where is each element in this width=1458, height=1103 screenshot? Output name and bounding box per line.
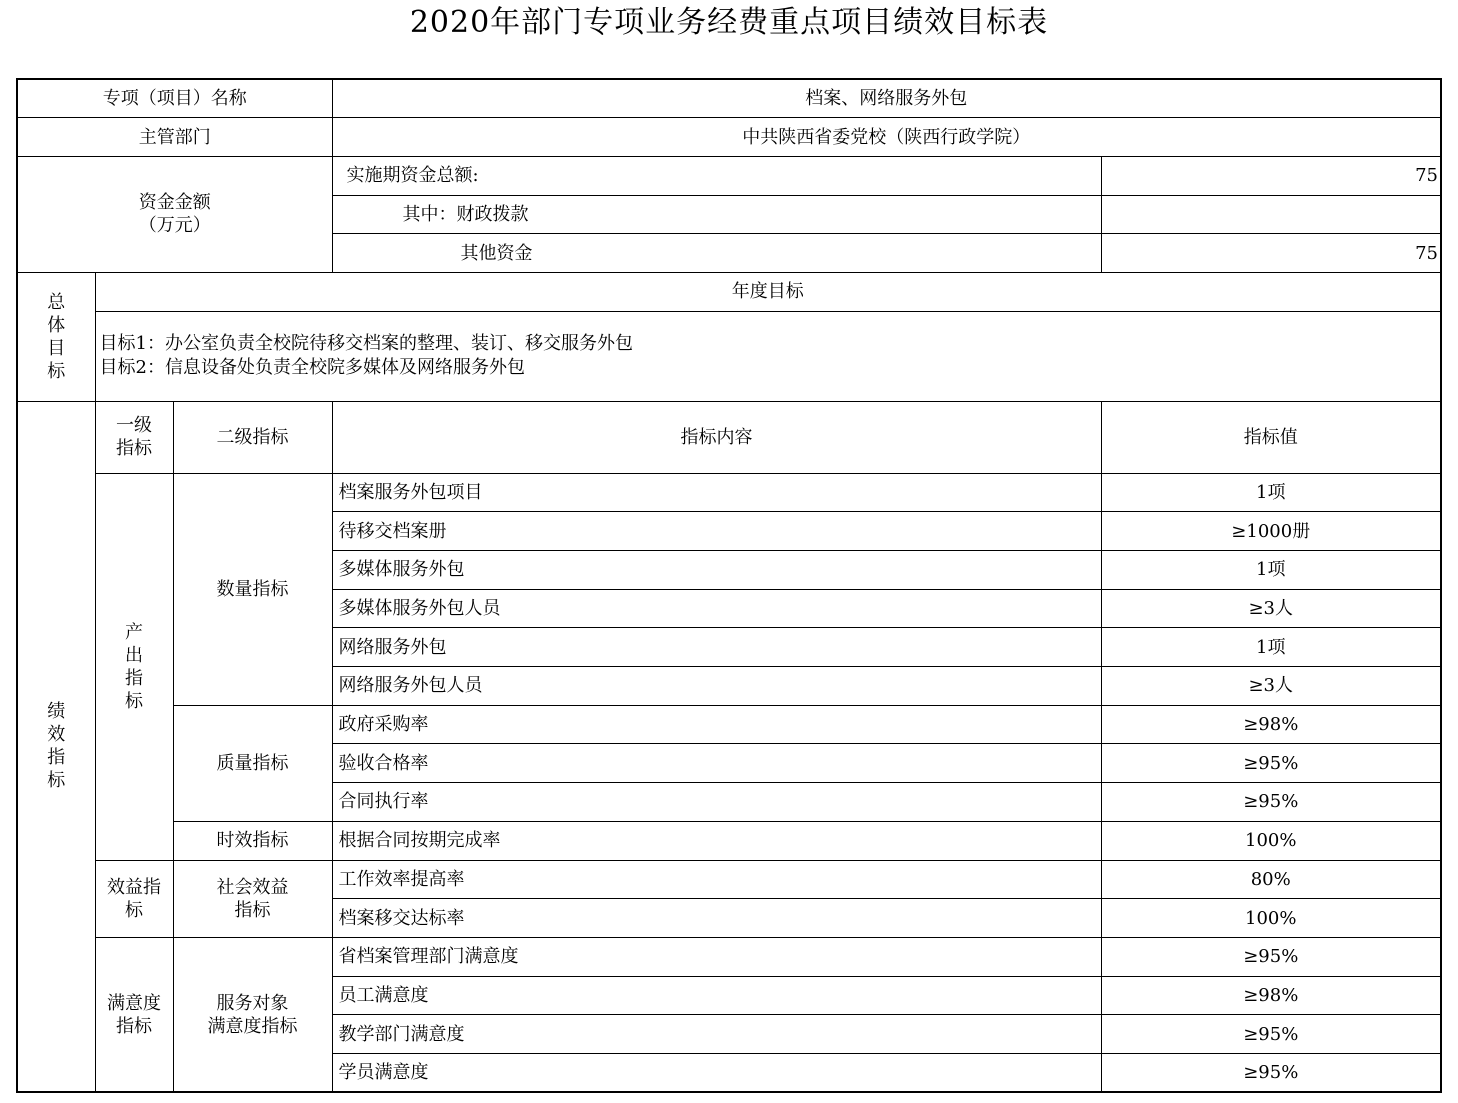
indicator-content: 省档案管理部门满意度	[332, 937, 1101, 976]
header-content: 指标内容	[332, 401, 1101, 473]
indicator-value: ≥95%	[1101, 937, 1441, 976]
performance-header-row	[17, 401, 1441, 473]
header-value: 指标值	[1101, 401, 1441, 473]
satisfaction-label	[95, 937, 173, 1092]
funds-label	[17, 156, 332, 272]
table-row	[17, 860, 1441, 899]
indicator-content: 网络服务外包	[332, 628, 1101, 667]
annual-goal-label: 年度目标	[95, 272, 1441, 311]
overall-goal-char: 体	[47, 314, 66, 336]
indicator-content: 待移交档案册	[332, 512, 1101, 551]
indicator-value: ≥3人	[1101, 667, 1441, 706]
indicator-value: 100%	[1101, 899, 1441, 938]
indicator-value: 1项	[1101, 628, 1441, 667]
indicator-content: 档案服务外包项目	[332, 473, 1101, 512]
indicator-content: 合同执行率	[332, 783, 1101, 822]
indicator-value: 1项	[1101, 551, 1441, 590]
benefit-label-line2: 标	[125, 899, 143, 921]
indicator-content: 验收合格率	[332, 744, 1101, 783]
performance-char: 效	[47, 724, 66, 746]
indicator-content: 根据合同按期完成率	[332, 821, 1101, 860]
output-char: 出	[125, 644, 143, 666]
table-row	[17, 473, 1441, 512]
goal-1: 目标1：办公室负责全校院待移交档案的整理、装订、移交服务外包	[99, 333, 633, 355]
department-label: 主管部门	[17, 118, 332, 157]
project-name-label: 专项（项目）名称	[17, 79, 332, 118]
page-title: 2020年部门专项业务经费重点项目绩效目标表	[409, 5, 1049, 40]
benefit-label-line1: 效益指	[107, 876, 161, 898]
indicator-content: 政府采购率	[332, 705, 1101, 744]
indicator-value: ≥95%	[1101, 1053, 1441, 1092]
funds-fiscal-value	[1101, 195, 1441, 234]
indicator-value: ≥3人	[1101, 589, 1441, 628]
social-benefit-label	[173, 860, 332, 937]
funds-other-label: 其他资金	[332, 234, 1101, 273]
quality-label: 质量指标	[173, 705, 332, 821]
benefit-label	[95, 860, 173, 937]
output-label	[95, 473, 173, 860]
timeliness-label: 时效指标	[173, 821, 332, 860]
performance-char: 指	[47, 747, 66, 769]
social-benefit-line2: 指标	[234, 899, 271, 921]
department-row	[17, 118, 1441, 157]
overall-goal-char: 标	[47, 360, 66, 382]
service-satisfaction-line2: 满意度指标	[207, 1015, 298, 1037]
indicator-value: ≥98%	[1101, 705, 1441, 744]
performance-char: 标	[47, 770, 66, 792]
annual-goal-content-row	[17, 311, 1441, 401]
project-name-row	[17, 79, 1441, 118]
social-benefit-line1: 社会效益	[216, 876, 289, 898]
indicator-value: 80%	[1101, 860, 1441, 899]
performance-label	[17, 401, 95, 1092]
indicator-value: ≥95%	[1101, 783, 1441, 822]
output-char: 产	[125, 621, 143, 643]
header-level1-line2: 指标	[116, 438, 152, 460]
overall-goal-label	[17, 272, 95, 401]
indicator-content: 多媒体服务外包人员	[332, 589, 1101, 628]
table-row	[17, 937, 1441, 976]
funds-fiscal-label: 其中：财政拨款	[332, 195, 1101, 234]
satisfaction-label-line2: 指标	[116, 1015, 152, 1037]
output-char: 指	[125, 667, 143, 689]
indicator-value: 100%	[1101, 821, 1441, 860]
project-name-value: 档案、网络服务外包	[332, 79, 1441, 118]
quantity-label: 数量指标	[173, 473, 332, 705]
overall-goal-char: 总	[47, 291, 66, 313]
indicator-value: 1项	[1101, 473, 1441, 512]
indicator-content: 教学部门满意度	[332, 1015, 1101, 1054]
service-satisfaction-line1: 服务对象	[216, 992, 289, 1014]
funds-label-line1: 资金金额	[138, 192, 211, 214]
funds-total-label: 实施期资金总额:	[332, 156, 1101, 195]
indicator-value: ≥95%	[1101, 744, 1441, 783]
performance-goal-table	[16, 78, 1442, 1093]
indicator-content: 多媒体服务外包	[332, 551, 1101, 590]
table-row	[17, 821, 1441, 860]
header-level2: 二级指标	[173, 401, 332, 473]
funds-label-line2: （万元）	[138, 215, 211, 237]
indicator-value: ≥1000册	[1101, 512, 1441, 551]
overall-goal-char: 目	[47, 337, 66, 359]
header-level1-line1: 一级	[116, 415, 152, 437]
funds-total-value: 75	[1101, 156, 1441, 195]
indicator-content: 员工满意度	[332, 976, 1101, 1015]
performance-char: 绩	[47, 701, 66, 723]
indicator-value: ≥95%	[1101, 1015, 1441, 1054]
service-satisfaction-label	[173, 937, 332, 1092]
indicator-content: 工作效率提高率	[332, 860, 1101, 899]
department-value: 中共陕西省委党校（陕西行政学院）	[332, 118, 1441, 157]
funds-total-row	[17, 156, 1441, 195]
output-char: 标	[125, 690, 143, 712]
goal-2: 目标2：信息设备处负责全校院多媒体及网络服务外包	[99, 357, 525, 379]
funds-other-value: 75	[1101, 234, 1441, 273]
indicator-content: 网络服务外包人员	[332, 667, 1101, 706]
header-level1	[95, 401, 173, 473]
indicator-content: 档案移交达标率	[332, 899, 1101, 938]
annual-goal-header-row	[17, 272, 1441, 311]
indicator-content: 学员满意度	[332, 1053, 1101, 1092]
indicator-value: ≥98%	[1101, 976, 1441, 1015]
table-row	[17, 705, 1441, 744]
satisfaction-label-line1: 满意度	[107, 992, 161, 1014]
annual-goal-content	[95, 311, 1441, 401]
